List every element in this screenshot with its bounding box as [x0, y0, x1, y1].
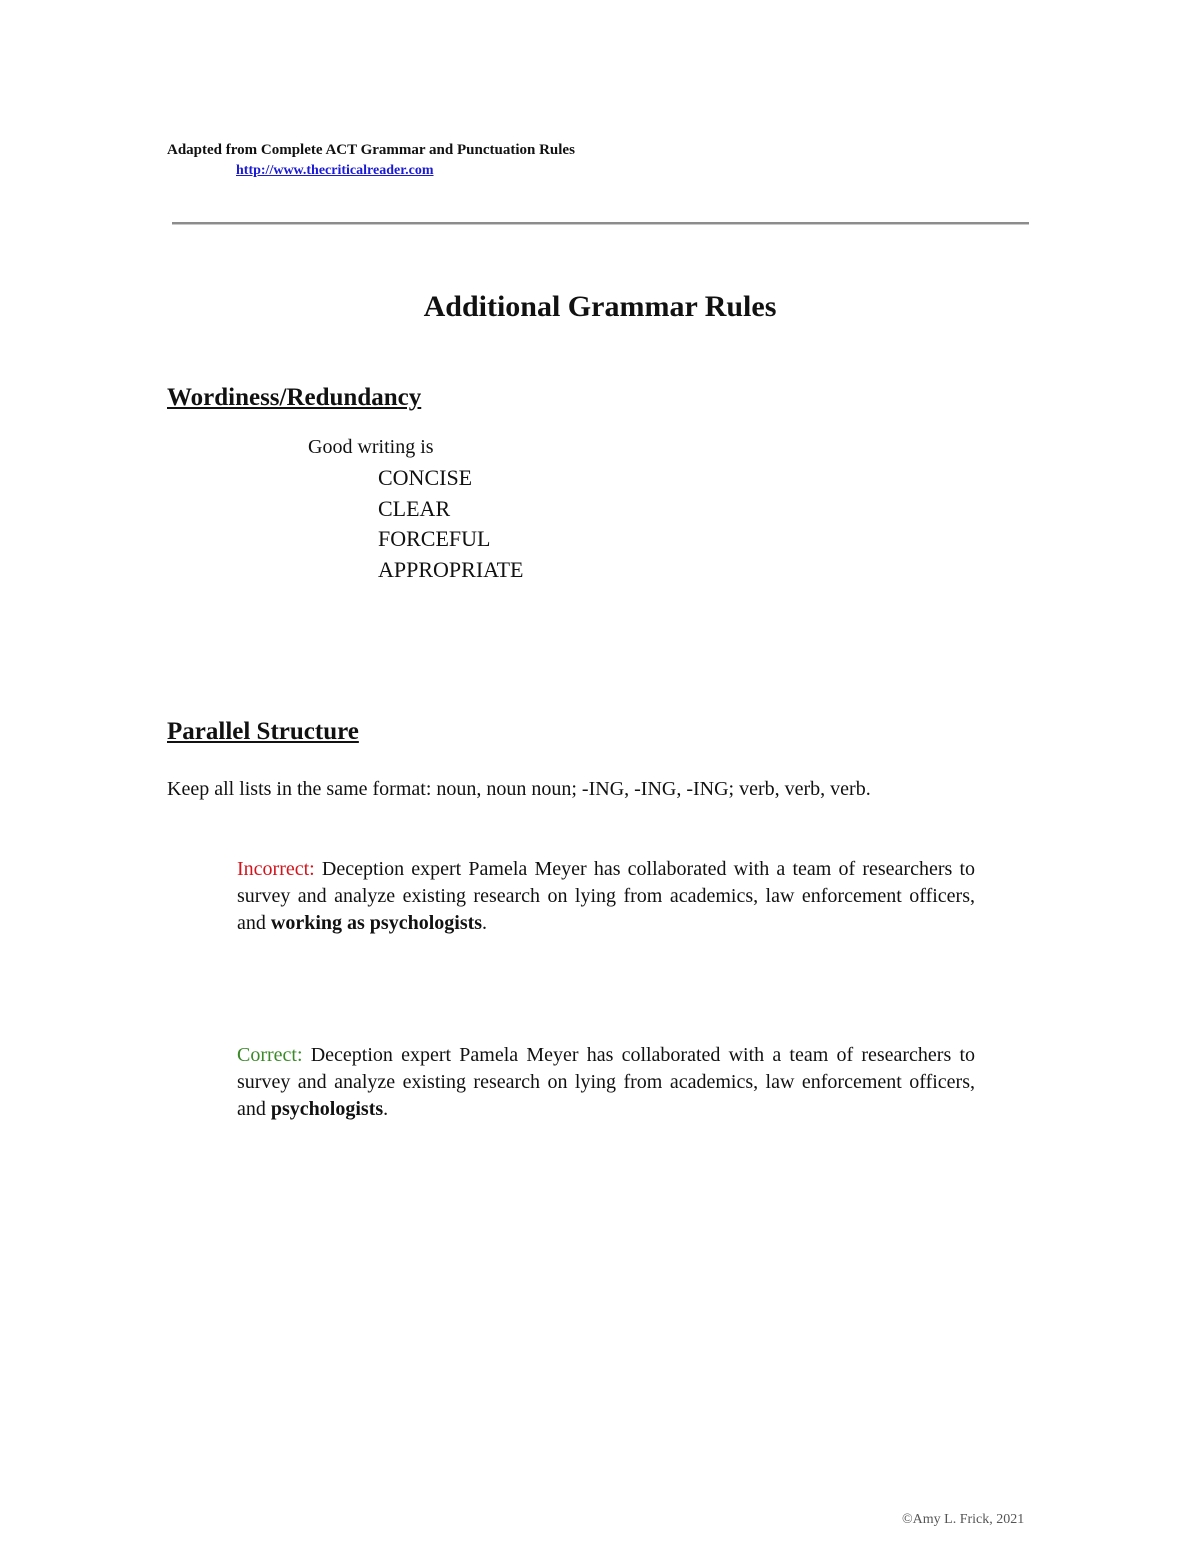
quality-item: APPROPRIATE — [378, 556, 524, 582]
horizontal-divider — [172, 222, 1029, 225]
incorrect-example — [237, 856, 975, 937]
quality-list — [378, 463, 523, 585]
correct-emphasis: psychologists — [270, 1098, 384, 1120]
quality-item: CONCISE — [378, 465, 473, 490]
quality-item: FORCEFUL — [378, 526, 491, 551]
correct-end: . — [383, 1098, 389, 1120]
source-link[interactable]: http://www.thecriticalreader.com — [236, 163, 434, 178]
heading-wordiness: Wordiness/Redundancy — [167, 384, 422, 411]
incorrect-label: Incorrect: — [237, 858, 315, 880]
incorrect-emphasis: working as psychologists — [270, 912, 483, 934]
correct-label: Correct: — [237, 1044, 303, 1066]
correct-text: Deception expert Pamela Meyer has collaborated with a team of researchers to survey and analyze existing research on lying from academics, law enforcement officers, and — [237, 1044, 975, 1120]
quality-item: CLEAR — [378, 495, 451, 521]
copyright-footer: ©Amy L. Frick, 2021 — [902, 1512, 1025, 1527]
heading-parallel-structure: Parallel Structure — [167, 718, 359, 745]
source-line: Adapted from Complete ACT Grammar and Punctuation Rules — [167, 142, 575, 158]
wordiness-intro: Good writing is — [308, 436, 434, 458]
incorrect-end: . — [482, 912, 488, 934]
correct-example — [237, 1042, 975, 1123]
incorrect-text: Deception expert Pamela Meyer has collaborated with a team of researchers to survey and analyze existing research on lying from academics, law enforcement officers, and — [237, 858, 975, 934]
page-title: Additional Grammar Rules — [423, 290, 777, 323]
parallel-rule: Keep all lists in the same format: noun, noun noun; -ING, -ING, -ING; verb, verb, verb. — [167, 778, 871, 800]
